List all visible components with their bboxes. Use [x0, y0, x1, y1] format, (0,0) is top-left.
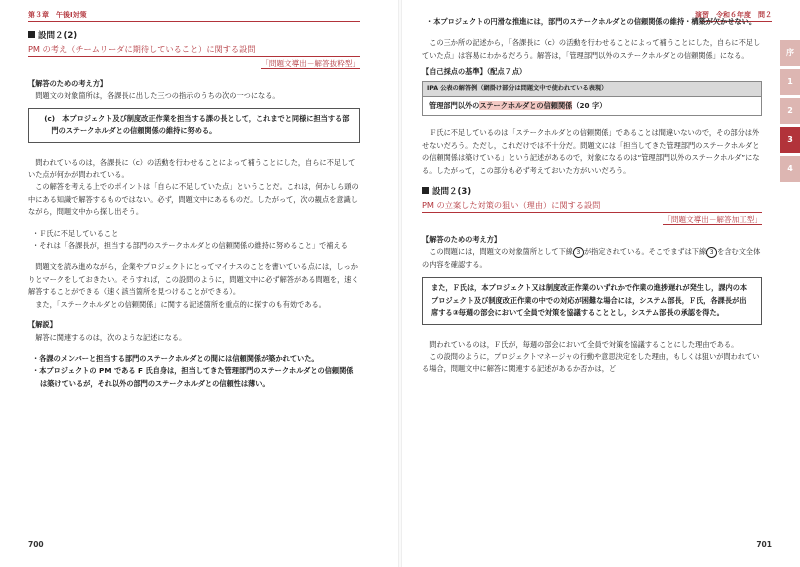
left-header-rule	[28, 21, 360, 22]
paragraph: 問われているのは，各課長に（c）の活動を行わせることによって補うことにした，自らに不足していた点が何かが問われている。	[28, 157, 356, 180]
chapter-tab-4[interactable]: 4	[780, 156, 800, 182]
approach-heading: 【解答のための考え方】	[28, 79, 108, 88]
quote-box: また，Ｆ氏は，本プロジェクト又は制度改正作業のいずれかで作業の進捗遅れが発生し，課内の本プロジェクト及び制度改正作業の中での対応が困難な場合には，システム部長，Ｆ氏，各課長が出席する③毎週の部会において全員で対策を協議することとし，システム部長の承認を得た。	[422, 277, 762, 324]
commentary-heading: 【解説】	[28, 320, 57, 330]
paragraph: 解答に関連するのは，次のような記述になる。	[35, 332, 187, 342]
right-page	[400, 0, 800, 567]
list-item: ・本プロジェクトの PM である F 氏自身は，担当してきた管理部門のステークホルダとの信頼関係は築けているが，それ以外の部門のステークホルダとの信頼性は薄い。	[32, 366, 354, 388]
paragraph: Ｆ氏に不足しているのは「ステークホルダとの信頼関係」であることは間違いないので，その部分は外せないだろう。ただし，これだけでは不十分だ。問題文には「担当してきた管理部門のステークホルダとの信頼関係は築けている」という記述があるので，対象になるのは“管理部門以外のステークホルダ”になる。したがって，この部分も必ず考えておいた方がいいだろう。	[422, 128, 760, 175]
left-page-number: 700	[28, 540, 44, 549]
list-item: ・各課のメンバーと担当する部門のステークホルダとの間には信頼関係が築かれていた。	[32, 353, 319, 363]
right-content	[422, 14, 762, 376]
list-item: ・Ｆ氏に不足していること	[32, 228, 119, 238]
circled-number: 3	[573, 247, 584, 258]
section-heading: 設問２(3)	[422, 186, 762, 199]
chapter-tab-3[interactable]: 3	[780, 127, 800, 153]
list-item: ・それは「各課長が，担当する部門のステークホルダとの信頼関係の維持に努めること」で補える	[32, 241, 348, 251]
right-running-header: 演習 令和６年度 問２	[695, 11, 772, 19]
left-content	[28, 30, 360, 390]
chapter-tab-2[interactable]: 2	[780, 98, 800, 124]
paragraph: この設問のように，プロジェクトマネージャの行動や意思決定をした理由，もしくは狙いが問われている場合，問題文中に解答に関連する記述があるか否かは，ど	[422, 351, 760, 374]
approach-heading: 【解答のための考え方】	[422, 235, 502, 245]
paragraph: この解答を考える上でのポイントは「自らに不足していた点」ということだ。これは，何かしら頭の中にある知識で解答するものではない。必ず，問題文中にあるものだ。したがって，次の観点を意識しながら，問題文中から探し出そう。	[28, 182, 359, 217]
paragraph: また，「ステークホルダとの信頼関係」に関する記述箇所を重点的に探すのも有効である。	[35, 299, 326, 309]
paragraph: この問題には，問題文の対象箇所として下線 3 が指定されている。そこでまずは下線 3 を含む文全体の内容を確認する。	[422, 247, 761, 269]
criteria-label: IPA 公表の解答例（網掛け部分は問題文中で使われている表現）	[422, 81, 762, 97]
right-page-number: 701	[756, 540, 772, 549]
chapter-tabs	[780, 40, 800, 185]
circled-number: 3	[706, 247, 717, 258]
square-bullet-icon	[28, 31, 35, 38]
criteria-box	[422, 81, 762, 117]
left-running-header: 第３章 午後Ⅰ対策	[28, 11, 87, 19]
category-tag: 「問題文導出－解答抜粋型」	[261, 59, 360, 68]
chapter-tab-1[interactable]: 1	[780, 69, 800, 95]
category-tag: 「問題文導出－解答加工型」	[663, 215, 762, 225]
section-title: PM の立案した対策の狙い（理由）に関する設問	[422, 199, 762, 213]
paragraph: この三か所の記述から，「各課長に（c）の活動を行わせることによって補うことにした，自らに不足していた点」は容易にわかるだろう。解答は，「管理部門以外のステークホルダとの信頼関係」になる。	[422, 38, 761, 60]
paragraph: 問われているのは，Ｆ氏が，毎週の部会において全員で対策を協議することにした理由である。	[429, 339, 739, 349]
square-bullet-icon	[422, 187, 429, 194]
criteria-answer: 管理部門以外のステークホルダとの信頼関係（20 字）	[422, 97, 762, 116]
section-heading: 設問２(2)	[28, 30, 360, 43]
list-item: ・本プロジェクトの円滑な推進には，部門のステークホルダとの信頼関係の維持・構築が欠かせない。	[426, 17, 757, 26]
paragraph: 問題文の対象箇所は，各課長に出した三つの指示のうちの次の一つになる。	[35, 91, 280, 101]
paragraph: 問題文を読み進めながら，企業やプロジェクトにとってマイナスのことを書いている点には，しっかりとマークをしておきたい。そうすれば，この設問のように，問題文中に必ず解答がある問題を，速く解答することができる（速く該当箇所を見つけることができる）。	[28, 262, 359, 297]
quote-box: (c) 本プロジェクト及び制度改正作業を担当する課の長として，これまでと同様に担当する部門のステークホルダとの信頼関係の維持に努める。	[28, 108, 360, 143]
chapter-tab-preface[interactable]: 序	[780, 40, 800, 66]
criteria-heading: 【自己採点の基準】（配点７点）	[422, 67, 527, 77]
section-title: PM の考え（チームリーダに期待していること）に関する設問	[28, 43, 360, 57]
